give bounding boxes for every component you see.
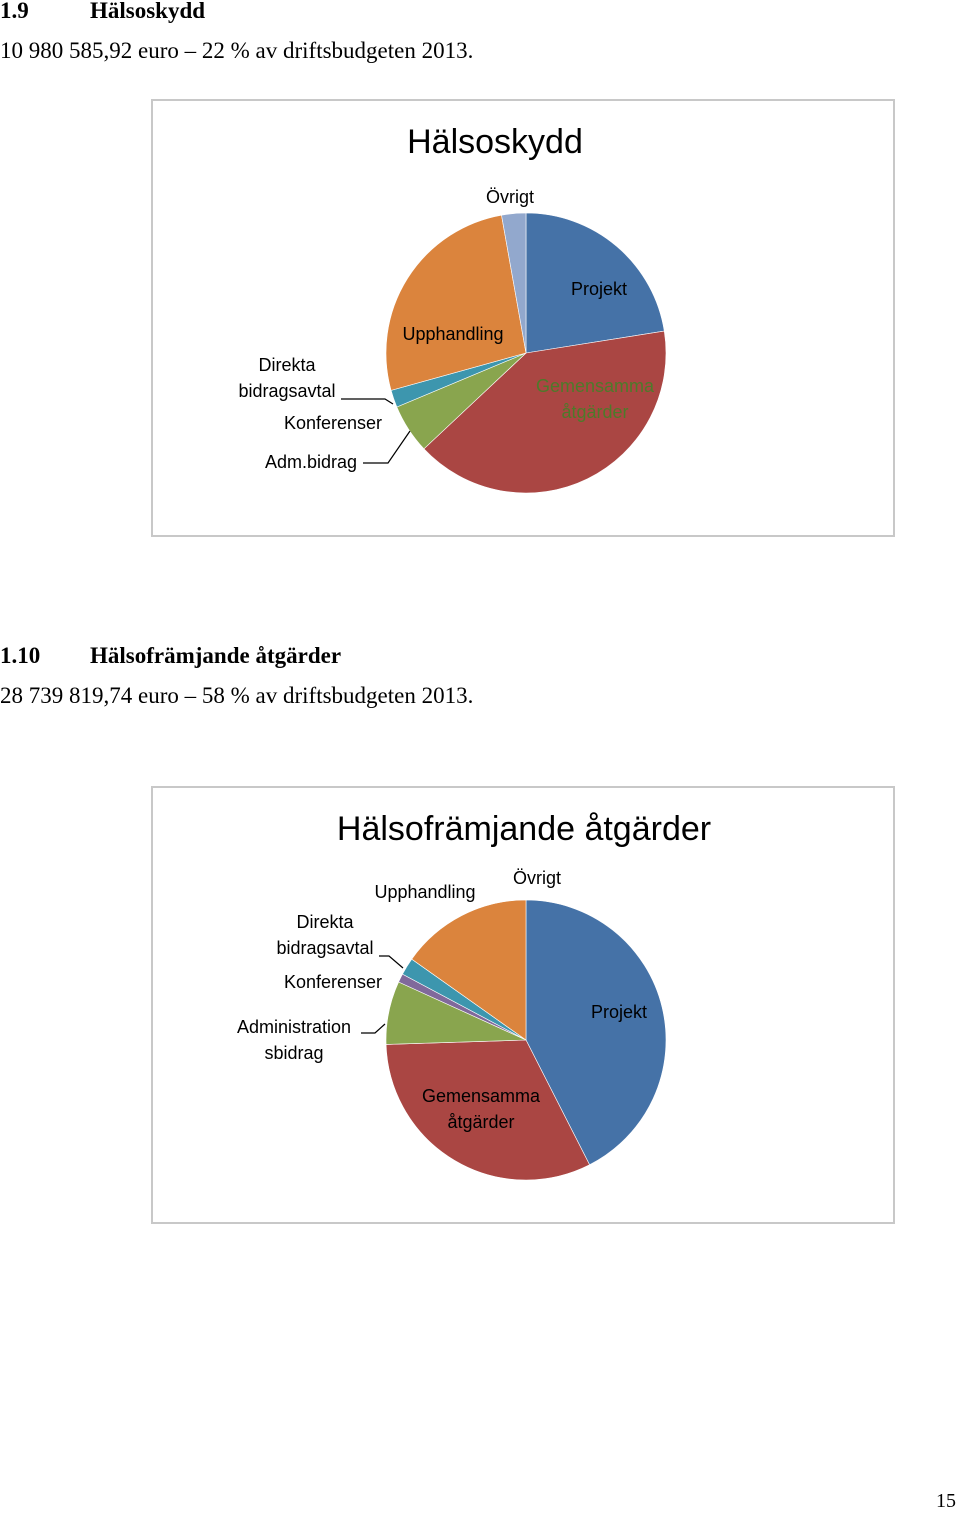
pie-chart-halsoframjande bbox=[153, 788, 897, 1226]
leader-line-administration bbox=[361, 1024, 385, 1033]
label-konferenser: Konferenser bbox=[283, 972, 383, 992]
budget-line-halsoframjande: 28 739 819,74 euro – 58 % av driftsbudgeten 2013. bbox=[0, 683, 474, 708]
label-direkta-1: Direkta bbox=[296, 912, 354, 932]
page-number: 15 bbox=[936, 1490, 956, 1512]
section-heading-halsoskydd bbox=[0, 0, 205, 24]
pie-slices bbox=[386, 213, 666, 493]
label-ovrigt: Övrigt bbox=[485, 187, 535, 207]
label-direkta-2: bidragsavtal bbox=[238, 381, 336, 401]
leader-line-direkta bbox=[341, 399, 393, 404]
pie-slices bbox=[386, 900, 666, 1180]
label-direkta-1: Direkta bbox=[258, 355, 316, 375]
section-title: Hälsoskydd bbox=[90, 0, 206, 23]
section-number: 1.10 bbox=[0, 643, 41, 668]
chart-title: Hälsoskydd bbox=[407, 123, 583, 161]
chart-title: Hälsofrämjande åtgärder bbox=[336, 810, 712, 848]
label-gemensamma-1: Gemensamma bbox=[421, 1086, 541, 1106]
budget-line-halsoskydd: 10 980 585,92 euro – 22 % av driftsbudgeten 2013. bbox=[0, 38, 474, 63]
pie-chart-halsoskydd bbox=[153, 101, 897, 539]
label-direkta-2: bidragsavtal bbox=[276, 938, 374, 958]
label-projekt: Projekt bbox=[570, 279, 628, 299]
label-upphandling: Upphandling bbox=[374, 882, 476, 902]
label-ovrigt: Övrigt bbox=[512, 868, 562, 888]
section-title: Hälsofrämjande åtgärder bbox=[90, 643, 342, 668]
section-heading-halsoframjande bbox=[0, 643, 341, 669]
label-gemensamma-2: åtgärder bbox=[447, 1112, 515, 1132]
label-upphandling: Upphandling bbox=[402, 324, 504, 344]
chart-halsoskydd bbox=[151, 99, 895, 537]
section-number: 1.9 bbox=[0, 0, 29, 23]
leader-line-direkta bbox=[379, 956, 403, 968]
label-gemensamma-2: åtgärder bbox=[561, 402, 629, 422]
label-projekt: Projekt bbox=[590, 1002, 648, 1022]
label-adm-bidrag: Adm.bidrag bbox=[264, 452, 358, 472]
label-administration-1: Administration bbox=[236, 1017, 352, 1037]
leader-line-adm bbox=[363, 431, 410, 463]
label-gemensamma-1: Gemensamma bbox=[535, 376, 655, 396]
label-konferenser: Konferenser bbox=[283, 413, 383, 433]
chart-halsoframjande bbox=[151, 786, 895, 1224]
label-administration-2: sbidrag bbox=[264, 1043, 324, 1063]
